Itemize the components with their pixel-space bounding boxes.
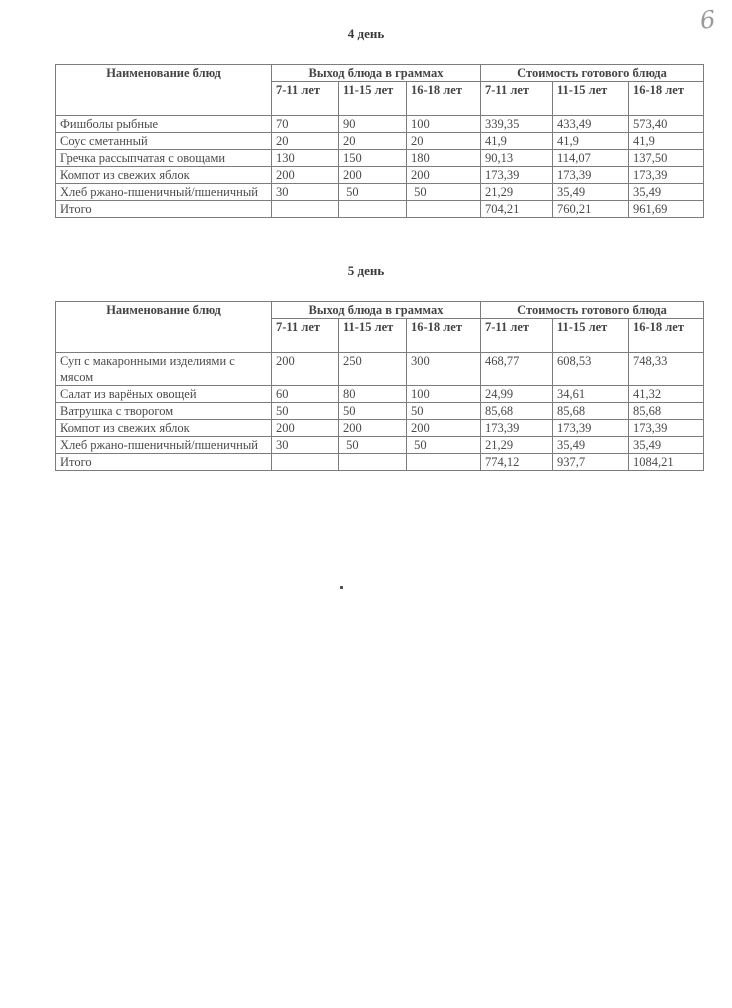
cost-cell: 173,39	[629, 167, 704, 184]
day-4-menu-table	[55, 64, 704, 218]
table-row	[56, 386, 704, 403]
dish-name-header: Наименование блюд	[56, 65, 272, 116]
cost-cell: 41,32	[629, 386, 704, 403]
cost-cell: 173,39	[553, 167, 629, 184]
cost-cell: 41,9	[553, 133, 629, 150]
table-row	[56, 403, 704, 420]
weight-cell: 80	[339, 386, 407, 403]
weight-cell: 50	[407, 184, 481, 201]
weight-cell: 50	[407, 403, 481, 420]
table-row	[56, 150, 704, 167]
total-cost-cell: 774,12	[481, 454, 553, 471]
empty-cell	[407, 454, 481, 471]
cost-cell: 573,40	[629, 116, 704, 133]
weight-cell: 30	[272, 437, 339, 454]
cost-cell: 137,50	[629, 150, 704, 167]
cost-cell: 35,49	[553, 184, 629, 201]
cost-cell: 35,49	[629, 437, 704, 454]
dish-name: Соус сметанный	[56, 133, 272, 150]
empty-cell	[272, 201, 339, 218]
table-header-row	[56, 65, 704, 82]
age-header: 7-11 лет	[481, 319, 553, 353]
total-label: Итого	[56, 454, 272, 471]
total-row	[56, 454, 704, 471]
weight-cell: 20	[339, 133, 407, 150]
dish-name: Гречка рассыпчатая с овощами	[56, 150, 272, 167]
weight-cell: 200	[407, 420, 481, 437]
cost-cell: 21,29	[481, 184, 553, 201]
age-header: 16-18 лет	[629, 82, 704, 116]
weight-cell: 300	[407, 353, 481, 386]
cost-cell: 173,39	[629, 420, 704, 437]
cost-cell: 85,68	[553, 403, 629, 420]
age-header: 16-18 лет	[407, 82, 481, 116]
weight-cell: 200	[407, 167, 481, 184]
weight-cell: 70	[272, 116, 339, 133]
weight-cell: 250	[339, 353, 407, 386]
cost-cell: 339,35	[481, 116, 553, 133]
age-header: 7-11 лет	[481, 82, 553, 116]
empty-cell	[407, 201, 481, 218]
weight-cell: 50	[339, 437, 407, 454]
day-4-title: 4 день	[347, 26, 385, 41]
page-number: 6	[698, 5, 717, 35]
weight-cell: 60	[272, 386, 339, 403]
total-label: Итого	[56, 201, 272, 218]
weight-cell: 30	[272, 184, 339, 201]
weight-cell: 200	[339, 420, 407, 437]
cost-cell: 748,33	[629, 353, 704, 386]
weight-group-header: Выход блюда в граммах	[272, 302, 481, 319]
cost-cell: 90,13	[481, 150, 553, 167]
weight-cell: 50	[407, 437, 481, 454]
cost-cell: 608,53	[553, 353, 629, 386]
cost-cell: 35,49	[629, 184, 704, 201]
table-row	[56, 420, 704, 437]
table-row	[56, 116, 704, 133]
dish-name-header: Наименование блюд	[56, 302, 272, 353]
weight-cell: 150	[339, 150, 407, 167]
weight-cell: 90	[339, 116, 407, 133]
table-header-row	[56, 302, 704, 319]
empty-cell	[272, 454, 339, 471]
cost-cell: 468,77	[481, 353, 553, 386]
cost-cell: 24,99	[481, 386, 553, 403]
cost-cell: 34,61	[553, 386, 629, 403]
age-header: 11-15 лет	[339, 319, 407, 353]
age-header: 11-15 лет	[553, 82, 629, 116]
dish-name: Суп с макаронными изделиями с мясом	[56, 353, 272, 386]
weight-cell: 50	[272, 403, 339, 420]
dish-name: Хлеб ржано-пшеничный/пшеничный	[56, 184, 272, 201]
table-row	[56, 353, 704, 386]
cost-cell: 35,49	[553, 437, 629, 454]
cost-cell: 85,68	[481, 403, 553, 420]
weight-cell: 200	[272, 420, 339, 437]
age-header: 7-11 лет	[272, 82, 339, 116]
total-cost-cell: 760,21	[553, 201, 629, 218]
dish-name: Ватрушка с творогом	[56, 403, 272, 420]
cost-cell: 114,07	[553, 150, 629, 167]
weight-cell: 200	[272, 167, 339, 184]
cost-cell: 41,9	[481, 133, 553, 150]
weight-cell: 180	[407, 150, 481, 167]
cost-cell: 173,39	[481, 420, 553, 437]
weight-cell: 100	[407, 386, 481, 403]
dish-name: Компот из свежих яблок	[56, 420, 272, 437]
weight-cell: 130	[272, 150, 339, 167]
cost-cell: 21,29	[481, 437, 553, 454]
total-cost-cell: 704,21	[481, 201, 553, 218]
dish-name: Салат из варёных овощей	[56, 386, 272, 403]
empty-cell	[339, 454, 407, 471]
cost-cell: 173,39	[553, 420, 629, 437]
table-row	[56, 437, 704, 454]
age-header: 11-15 лет	[553, 319, 629, 353]
weight-cell: 20	[407, 133, 481, 150]
total-cost-cell: 1084,21	[629, 454, 704, 471]
weight-cell: 200	[339, 167, 407, 184]
age-header: 16-18 лет	[407, 319, 481, 353]
dish-name: Фишболы рыбные	[56, 116, 272, 133]
weight-cell: 200	[272, 353, 339, 386]
empty-cell	[339, 201, 407, 218]
cost-cell: 85,68	[629, 403, 704, 420]
cost-group-header: Стоимость готового блюда	[481, 65, 704, 82]
weight-cell: 50	[339, 403, 407, 420]
cost-group-header: Стоимость готового блюда	[481, 302, 704, 319]
age-header: 11-15 лет	[339, 82, 407, 116]
table-row	[56, 167, 704, 184]
weight-cell: 100	[407, 116, 481, 133]
table-row	[56, 184, 704, 201]
scan-speck	[340, 586, 343, 589]
total-row	[56, 201, 704, 218]
table-row	[56, 133, 704, 150]
age-header: 7-11 лет	[272, 319, 339, 353]
total-cost-cell: 961,69	[629, 201, 704, 218]
weight-cell: 50	[339, 184, 407, 201]
weight-cell: 20	[272, 133, 339, 150]
dish-name: Компот из свежих яблок	[56, 167, 272, 184]
cost-cell: 41,9	[629, 133, 704, 150]
day-5-menu-table	[55, 301, 704, 471]
dish-name: Хлеб ржано-пшеничный/пшеничный	[56, 437, 272, 454]
cost-cell: 433,49	[553, 116, 629, 133]
weight-group-header: Выход блюда в граммах	[272, 65, 481, 82]
day-5-title: 5 день	[347, 263, 385, 278]
total-cost-cell: 937,7	[553, 454, 629, 471]
age-header: 16-18 лет	[629, 319, 704, 353]
cost-cell: 173,39	[481, 167, 553, 184]
